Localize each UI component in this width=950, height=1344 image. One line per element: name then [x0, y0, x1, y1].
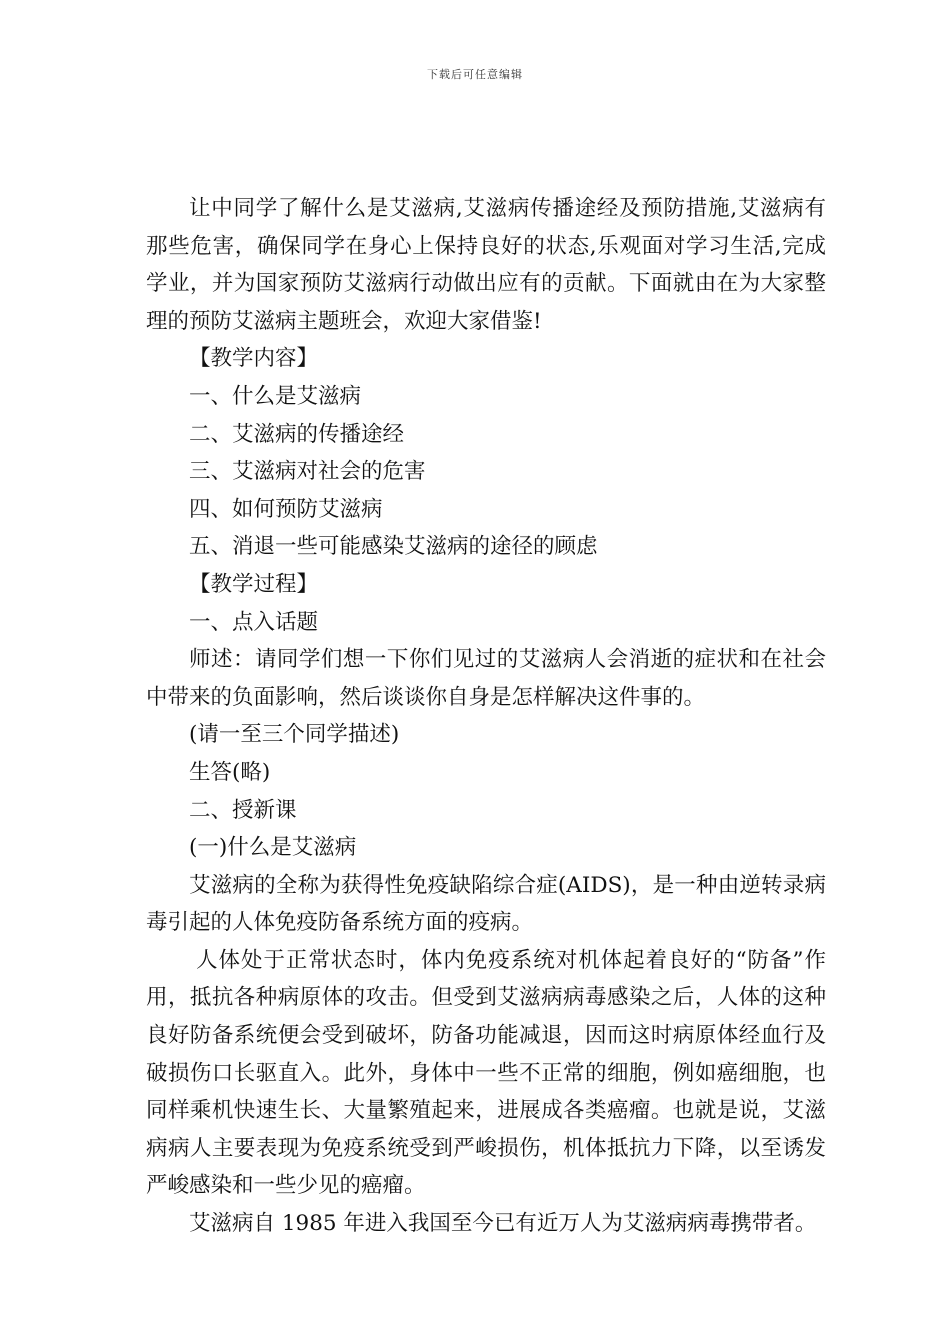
student-answer: 生答(略) [189, 759, 271, 785]
content-heading: 【教学内容】 [189, 346, 319, 372]
sub1-title: (一)什么是艾滋病 [189, 835, 357, 861]
definition-paragraph: 艾滋病的全称为获得性免疫缺陷综合症(AIDS)，是一种由逆转录病毒引起的人体免疫防备系统方面的疫病。 [146, 872, 826, 936]
intro-paragraph: 让中同学了解什么是艾滋病,艾滋病传播途经及预防措施,艾滋病有那些危害，确保同学在身心上保持良好的状态,乐观面对学习生活,完成学业，并为国家预防艾滋病行动做出应有的贡献。下面就由在为大家整理的预防艾滋病主题班会，欢迎大家借鉴! [146, 196, 826, 334]
content-item: 四、如何预防艾滋病 [189, 496, 383, 522]
process-heading: 【教学过程】 [189, 571, 319, 597]
page-header: 下载后可任意编辑 [427, 68, 523, 81]
teacher-talk-paragraph: 师述：请同学们想一下你们见过的艾滋病人会消逝的症状和在社会中带来的负面影响，然后谈谈你自身是怎样解决这件事的。 [146, 647, 826, 710]
content-item: 一、什么是艾滋病 [189, 383, 362, 409]
content-item: 三、艾滋病对社会的危害 [189, 459, 426, 485]
note-describe: (请一至三个同学描述) [189, 722, 400, 748]
document-body [146, 190, 826, 1243]
content-item: 二、艾滋病的传播途经 [189, 421, 405, 447]
step2-title: 二、授新课 [189, 797, 297, 823]
china-paragraph: 艾滋病自 1985 年进入我国至今已有近万人为艾滋病病毒携带者。 [189, 1211, 817, 1237]
content-item: 五、消退一些可能感染艾滋病的途径的顾虑 [189, 534, 598, 560]
step1-title: 一、点入话题 [189, 609, 319, 635]
immune-paragraph: 人体处于正常状态时，体内免疫系统对机体起着良好的“防备”作用，抵抗各种病原体的攻击。但受到艾滋病病毒感染之后，人体的这种良好防备系统便会受到破坏，防备功能减退，因而这时病原体经血行及破损伤口长驱直入。此外，身体中一些不正常的细胞，例如癌细胞，也同样乘机快速生长、大量繁殖起来，进展成各类癌瘤。也就是说，艾滋病病人主要表现为免疫系统受到严峻损伤，机体抵抗力下降，以至诱发严峻感染和一些少见的癌瘤。 [146, 947, 826, 1199]
